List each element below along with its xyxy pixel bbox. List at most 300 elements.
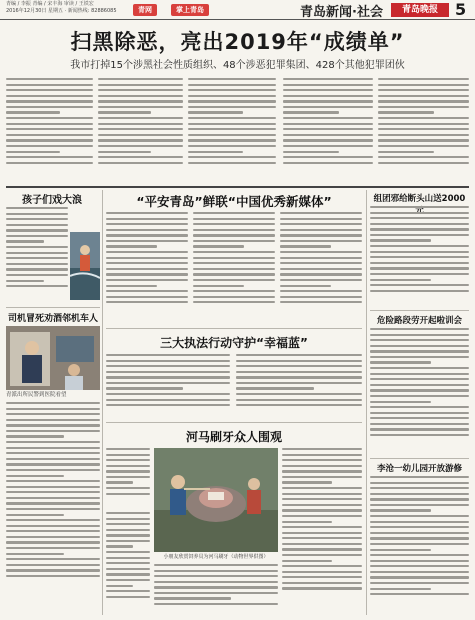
text-line [6, 491, 100, 493]
lead-body-col [98, 78, 183, 181]
text-line [370, 476, 469, 478]
text-line [282, 576, 362, 578]
page-number: 5 [455, 0, 467, 19]
text-line [6, 402, 100, 404]
text-line [6, 441, 100, 443]
text-line [370, 256, 469, 258]
text-line [6, 218, 68, 220]
text-line [106, 290, 188, 292]
text-line [378, 117, 469, 119]
header-meta-line: 青编 / 李振 青编 / 宋丰海 审读 / 王铁宏 [6, 1, 94, 7]
text-line [188, 151, 243, 153]
text-line [193, 290, 275, 292]
text-line [106, 529, 150, 531]
article-title-hemen: 河马刷牙众人围观 [185, 430, 282, 444]
divider [6, 307, 100, 308]
text-line [282, 537, 362, 539]
text-line [106, 273, 188, 275]
text-line [282, 481, 332, 483]
text-line [188, 145, 276, 147]
text-line [193, 273, 275, 275]
text-line [6, 486, 100, 488]
text-line [370, 395, 469, 397]
text-line [6, 558, 100, 560]
tab-qingdao[interactable]: 掌上青岛 [171, 4, 209, 16]
police-body-col [193, 212, 275, 322]
text-line [154, 570, 278, 572]
text-line [106, 562, 150, 564]
text-line [6, 117, 93, 119]
text-line [282, 504, 362, 506]
header-meta-line: 2016年12月30日 星期五 · 新闻热线: 82886085 [6, 8, 117, 14]
kids-body [6, 207, 68, 302]
text-line [106, 301, 188, 303]
text-line [283, 128, 373, 130]
divider [370, 310, 469, 311]
text-line [193, 279, 275, 281]
text-line [6, 257, 68, 259]
text-line [370, 350, 469, 352]
text-line [154, 586, 278, 588]
text-line [370, 565, 469, 567]
text-line [6, 435, 64, 437]
text-line [378, 145, 469, 147]
text-line [98, 78, 183, 80]
text-line [106, 573, 150, 575]
text-line [378, 123, 469, 125]
drivers-body [6, 402, 100, 615]
text-line [6, 541, 100, 543]
text-line [98, 162, 183, 164]
text-line [6, 280, 44, 282]
text-line [370, 223, 469, 225]
text-line [6, 162, 93, 164]
text-line [106, 493, 150, 495]
text-line [193, 251, 275, 253]
text-line [98, 95, 183, 97]
text-line [280, 234, 362, 236]
text-line [282, 587, 362, 589]
text-line [6, 419, 100, 421]
text-line [370, 273, 469, 275]
text-line [378, 151, 434, 153]
text-line [370, 284, 469, 286]
text-line [378, 128, 469, 130]
text-line [188, 111, 243, 113]
text-line [236, 387, 314, 389]
text-line [6, 274, 68, 276]
text-line [6, 207, 68, 209]
text-line [378, 134, 469, 136]
text-line [280, 285, 331, 287]
text-line [106, 465, 150, 467]
text-line [283, 89, 373, 91]
text-line [282, 476, 362, 478]
tab-qingwang[interactable]: 青网 [133, 4, 157, 16]
text-line [283, 151, 339, 153]
text-line [282, 554, 362, 556]
text-line [98, 123, 183, 125]
text-line [6, 128, 93, 130]
text-line [378, 156, 469, 158]
text-line [280, 279, 362, 281]
text-line [280, 218, 362, 220]
text-line [370, 367, 469, 369]
article-title-kids: 孩子们戏大浪 [22, 195, 82, 206]
text-line [106, 296, 188, 298]
text-line [280, 251, 362, 253]
newspaper-logo: 青岛晚报 [391, 3, 449, 17]
text-line [370, 389, 469, 391]
three-body-col [106, 354, 230, 418]
text-line [236, 360, 362, 362]
text-line [106, 360, 230, 362]
text-line [188, 95, 276, 97]
text-line [370, 412, 469, 414]
text-line [6, 480, 100, 482]
text-line [280, 262, 362, 264]
text-line [370, 356, 469, 358]
text-line [6, 530, 100, 532]
text-line [154, 575, 278, 577]
text-line [370, 582, 469, 584]
text-line [280, 257, 362, 259]
text-line [282, 521, 332, 523]
text-line [370, 361, 431, 363]
text-line [106, 262, 188, 264]
text-line [106, 218, 188, 220]
text-line [106, 545, 133, 547]
text-line [193, 285, 244, 287]
text-line [98, 84, 183, 86]
text-line [193, 245, 244, 247]
text-line [6, 408, 100, 410]
drivers-photo [6, 326, 100, 390]
text-line [106, 285, 157, 287]
text-line [282, 459, 362, 461]
text-line [283, 156, 373, 158]
text-line [6, 458, 100, 460]
police-body-col [280, 212, 362, 322]
text-line [98, 111, 151, 113]
text-line [6, 235, 68, 237]
lead-body-col [188, 78, 276, 181]
text-line [154, 592, 278, 594]
text-line [98, 89, 183, 91]
text-line [98, 117, 183, 119]
text-line [283, 100, 373, 102]
lead-headline: 扫黑除恶，亮出2019年“成绩单” [70, 30, 405, 54]
text-line [6, 84, 93, 86]
text-line [370, 532, 469, 534]
text-line [283, 106, 373, 108]
text-line [283, 95, 373, 97]
text-line [370, 290, 469, 292]
text-line [106, 568, 150, 570]
text-line [370, 482, 469, 484]
text-line [106, 240, 188, 242]
text-line [370, 504, 469, 506]
text-line [370, 384, 469, 386]
text-line [282, 582, 362, 584]
text-line [280, 212, 362, 214]
text-line [6, 564, 100, 566]
text-line [98, 156, 183, 158]
text-line [283, 123, 373, 125]
text-line [6, 514, 64, 516]
text-line [6, 447, 100, 449]
text-line [378, 162, 469, 164]
school-body [370, 476, 469, 615]
hippo-photo [154, 448, 278, 552]
text-line [6, 519, 100, 521]
text-line [282, 509, 362, 511]
text-line [282, 465, 362, 467]
text-line [236, 382, 362, 384]
text-line [6, 430, 100, 432]
text-line [106, 596, 150, 598]
text-line [6, 224, 68, 226]
text-line [154, 603, 278, 605]
text-line [188, 100, 276, 102]
text-line [370, 428, 469, 430]
text-line [6, 139, 93, 141]
text-line [370, 487, 469, 489]
text-line [106, 393, 230, 395]
divider [106, 328, 362, 329]
text-line [370, 593, 469, 595]
text-line [282, 498, 362, 500]
text-line [282, 470, 362, 472]
text-line [106, 481, 133, 483]
text-line [154, 564, 278, 566]
text-line [154, 597, 231, 599]
text-line [106, 365, 230, 367]
text-line [6, 452, 100, 454]
text-line [188, 128, 276, 130]
text-line [370, 434, 469, 436]
column-divider [102, 190, 103, 615]
text-line [106, 257, 188, 259]
text-line [98, 134, 183, 136]
text-line [370, 526, 469, 528]
text-line [106, 579, 150, 581]
text-line [6, 525, 100, 527]
text-line [106, 512, 150, 514]
text-line [370, 509, 431, 511]
text-line [188, 106, 276, 108]
text-line [106, 371, 230, 373]
text-line [282, 493, 362, 495]
text-line [6, 156, 93, 158]
text-line [106, 279, 188, 281]
text-line [6, 246, 68, 248]
text-line [283, 139, 373, 141]
text-line [106, 590, 150, 592]
text-line [6, 502, 100, 504]
text-line [6, 547, 100, 549]
text-line [280, 296, 362, 298]
text-line [283, 145, 373, 147]
text-line [106, 399, 230, 401]
text-line [188, 123, 276, 125]
text-line [378, 139, 469, 141]
page-header [0, 0, 475, 20]
text-line [370, 560, 469, 562]
text-line [6, 268, 68, 270]
danger-body [370, 328, 469, 454]
lead-body-col [283, 78, 373, 181]
text-line [106, 212, 188, 214]
text-line [370, 515, 469, 517]
text-line [98, 128, 183, 130]
text-line [378, 106, 469, 108]
text-line [282, 548, 362, 550]
text-line [370, 576, 469, 578]
text-line [193, 234, 275, 236]
text-line [280, 290, 362, 292]
text-line [378, 84, 469, 86]
article-title-drivers: 司机冒死劝酒邻机车人 [7, 314, 98, 324]
text-line [188, 162, 276, 164]
text-line [6, 469, 100, 471]
text-line [370, 212, 469, 214]
text-line [370, 251, 469, 253]
text-line [283, 84, 373, 86]
text-line [370, 234, 469, 236]
text-line [98, 145, 183, 147]
text-line [282, 543, 362, 545]
text-line [188, 84, 276, 86]
text-line [370, 239, 431, 241]
text-line [188, 89, 276, 91]
text-line [106, 382, 230, 384]
text-line [193, 262, 275, 264]
text-line [282, 526, 362, 528]
text-line [6, 475, 64, 477]
text-line [188, 78, 276, 80]
text-line [236, 365, 362, 367]
divider [106, 422, 362, 423]
hemen-body-col [282, 448, 362, 615]
section-title: 青岛新闻·社会 [300, 5, 383, 20]
text-line [6, 100, 93, 102]
text-line [370, 373, 469, 375]
text-line [6, 213, 68, 215]
text-line [370, 493, 469, 495]
text-line [282, 571, 362, 573]
text-line [106, 557, 150, 559]
text-line [188, 156, 276, 158]
text-line [106, 518, 150, 520]
text-line [370, 279, 431, 281]
text-line [106, 223, 188, 225]
text-line [282, 515, 362, 517]
text-line [370, 543, 469, 545]
text-line [6, 95, 93, 97]
text-line [6, 240, 44, 242]
text-line [370, 423, 469, 425]
text-line [370, 328, 469, 330]
text-line [236, 354, 362, 356]
text-line [106, 540, 150, 542]
text-line [106, 534, 150, 536]
text-line [6, 123, 93, 125]
text-line [106, 523, 150, 525]
text-line [6, 263, 68, 265]
text-line [378, 100, 469, 102]
text-line [6, 497, 100, 499]
text-line [193, 257, 275, 259]
text-line [370, 417, 469, 419]
text-line [236, 393, 362, 395]
text-line [282, 532, 362, 534]
hemen-body-col [106, 448, 150, 508]
text-line [6, 285, 68, 287]
text-line [6, 252, 68, 254]
text-line [370, 521, 469, 523]
text-line [106, 387, 183, 389]
text-line [6, 463, 100, 465]
text-line [370, 554, 469, 556]
text-line [6, 424, 100, 426]
text-line [370, 334, 469, 336]
article-title-gift: 组团邪给断头山送2000 [373, 194, 466, 204]
text-line [6, 569, 100, 571]
text-line [6, 111, 60, 113]
column-divider [366, 190, 367, 615]
text-line [370, 378, 469, 380]
text-line [280, 273, 362, 275]
text-line [193, 268, 275, 270]
section-divider [6, 186, 469, 188]
text-line [106, 245, 157, 247]
text-line [98, 106, 183, 108]
divider [370, 458, 469, 459]
text-line [6, 575, 100, 577]
text-line [188, 117, 276, 119]
lead-body-col [378, 78, 469, 181]
text-line [283, 78, 373, 80]
text-line [106, 251, 188, 253]
text-line [280, 301, 362, 303]
text-line [106, 404, 230, 406]
text-line [378, 95, 469, 97]
text-line [370, 206, 469, 208]
text-line [378, 78, 469, 80]
article-title-school: 李沧一幼儿园开放游修 [376, 464, 462, 474]
text-line [106, 585, 133, 587]
text-line [6, 508, 100, 510]
text-line [188, 134, 276, 136]
text-line [6, 553, 64, 555]
text-line [106, 234, 188, 236]
text-line [236, 404, 362, 406]
text-line [6, 229, 68, 231]
hippo-photo-caption: 小朋友欣赏饲养员为河马刷牙（动物世界供图） [163, 554, 269, 560]
text-line [370, 217, 469, 219]
text-line [282, 448, 362, 450]
text-line [6, 89, 93, 91]
text-line [98, 151, 151, 153]
text-line [106, 376, 230, 378]
text-line [188, 139, 276, 141]
text-line [6, 134, 93, 136]
text-line [236, 371, 362, 373]
text-line [106, 487, 150, 489]
text-line [283, 111, 339, 113]
text-line [6, 536, 100, 538]
